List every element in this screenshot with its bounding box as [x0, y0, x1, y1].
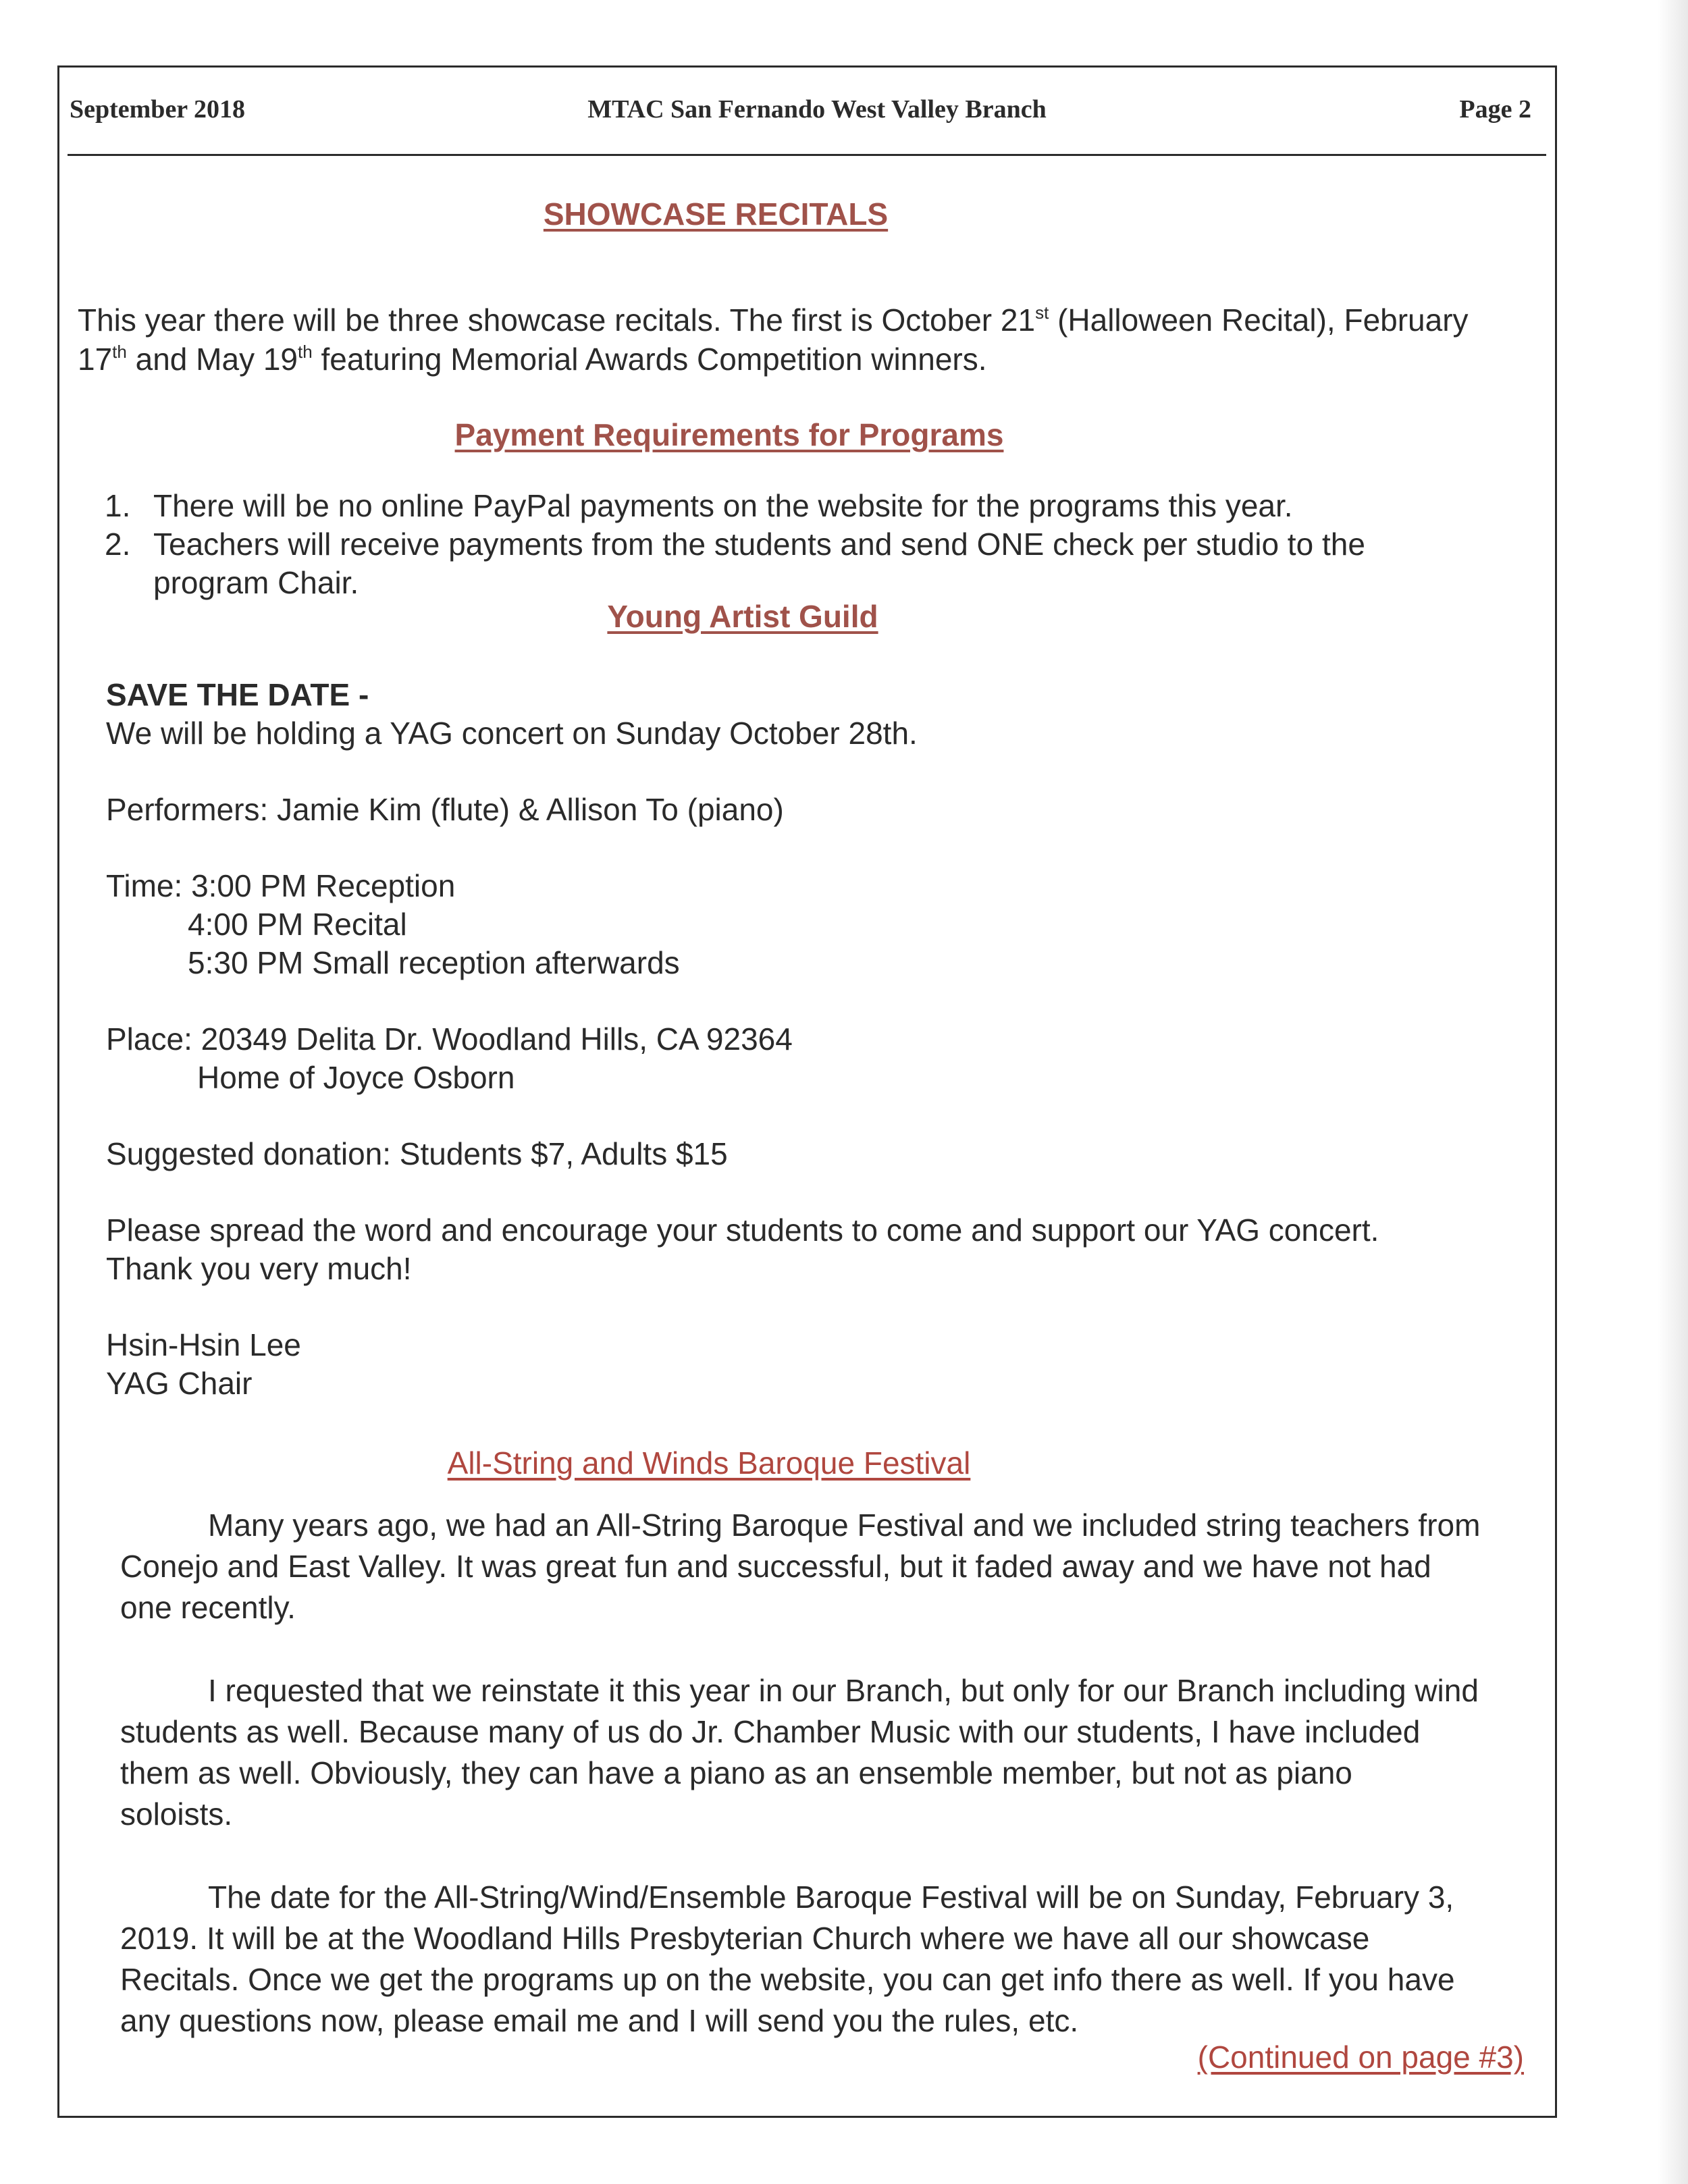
payment-item-2-text-line-1: Teachers will receive payments from the students and send ONE check per studio to the: [153, 527, 1365, 562]
payment-item-2-number: 2.: [105, 527, 131, 562]
page-edge-shadow: [1658, 0, 1688, 2184]
yag-place-address: Place: 20349 Delita Dr. Woodland Hills, CA 92364: [106, 1021, 793, 1057]
payment-item-2-text-line-2: program Chair.: [153, 565, 359, 600]
showcase-text-line-1: This year there will be three showcase recitals. The first is October 21st (Halloween Recital), February: [78, 302, 1469, 338]
payment-item-1-text: There will be no online PayPal payments on the website for the programs this year.: [153, 488, 1293, 523]
yag-heading: Young Artist Guild: [607, 599, 878, 634]
baroque-p3-line-3: Recitals. Once we get the programs up on the website, you can get info there as well. If you have: [120, 1962, 1455, 1997]
baroque-p1-line-2: Conejo and East Valley. It was great fun and successful, but it faded away and we have not had: [120, 1549, 1431, 1584]
baroque-p2-line-3: them as well. Obviously, they can have a piano as an ensemble member, but not as piano: [120, 1755, 1352, 1790]
yag-concert-line: We will be holding a YAG concert on Sunday October 28th.: [106, 716, 918, 751]
yag-time-small-reception: 5:30 PM Small reception afterwards: [188, 945, 680, 980]
payment-item-1-number: 1.: [105, 488, 131, 523]
yag-spread-line-2: Thank you very much!: [106, 1251, 412, 1286]
header-page-number: Page 2: [1459, 95, 1531, 124]
baroque-p1-line-3: one recently.: [120, 1590, 296, 1625]
payment-heading: Payment Requirements for Programs: [454, 417, 1004, 452]
header-title: MTAC San Fernando West Valley Branch: [587, 95, 1047, 124]
baroque-p3-line-4: any questions now, please email me and I will send you the rules, etc.: [120, 2003, 1079, 2038]
yag-signer-title: YAG Chair: [106, 1366, 253, 1401]
baroque-p2-line-4: soloists.: [120, 1796, 233, 1832]
yag-place-home: Home of Joyce Osborn: [197, 1060, 515, 1095]
yag-save-the-date: SAVE THE DATE -: [106, 677, 369, 712]
yag-spread-line-1: Please spread the word and encourage your students to come and support our YAG concert.: [106, 1213, 1379, 1248]
baroque-p3-line-1: The date for the All-String/Wind/Ensemble Baroque Festival will be on Sunday, February 3,: [208, 1880, 1454, 1915]
baroque-p2-line-2: students as well. Because many of us do Jr. Chamber Music with our students, I have included: [120, 1714, 1421, 1749]
baroque-p1-line-1: Many years ago, we had an All-String Baroque Festival and we included string teachers from: [208, 1508, 1481, 1543]
baroque-p3-line-2: 2019. It will be at the Woodland Hills Presbyterian Church where we have all our showcase: [120, 1921, 1370, 1956]
header-date: September 2018: [70, 95, 245, 124]
header-divider: [68, 154, 1546, 156]
showcase-heading: SHOWCASE RECITALS: [543, 196, 889, 232]
yag-time-reception: Time: 3:00 PM Reception: [106, 868, 456, 903]
yag-time-recital: 4:00 PM Recital: [188, 907, 407, 942]
yag-donation: Suggested donation: Students $7, Adults $15: [106, 1136, 728, 1171]
continued-link[interactable]: (Continued on page #3): [1197, 2040, 1524, 2075]
baroque-p2-line-1: I requested that we reinstate it this year in our Branch, but only for our Branch including wind: [208, 1673, 1479, 1708]
yag-signer-name: Hsin-Hsin Lee: [106, 1327, 301, 1362]
baroque-heading: All-String and Winds Baroque Festival: [447, 1445, 971, 1481]
showcase-text-line-2: 17th and May 19th featuring Memorial Awards Competition winners.: [78, 342, 987, 377]
yag-performers: Performers: Jamie Kim (flute) & Allison To (piano): [106, 792, 784, 827]
